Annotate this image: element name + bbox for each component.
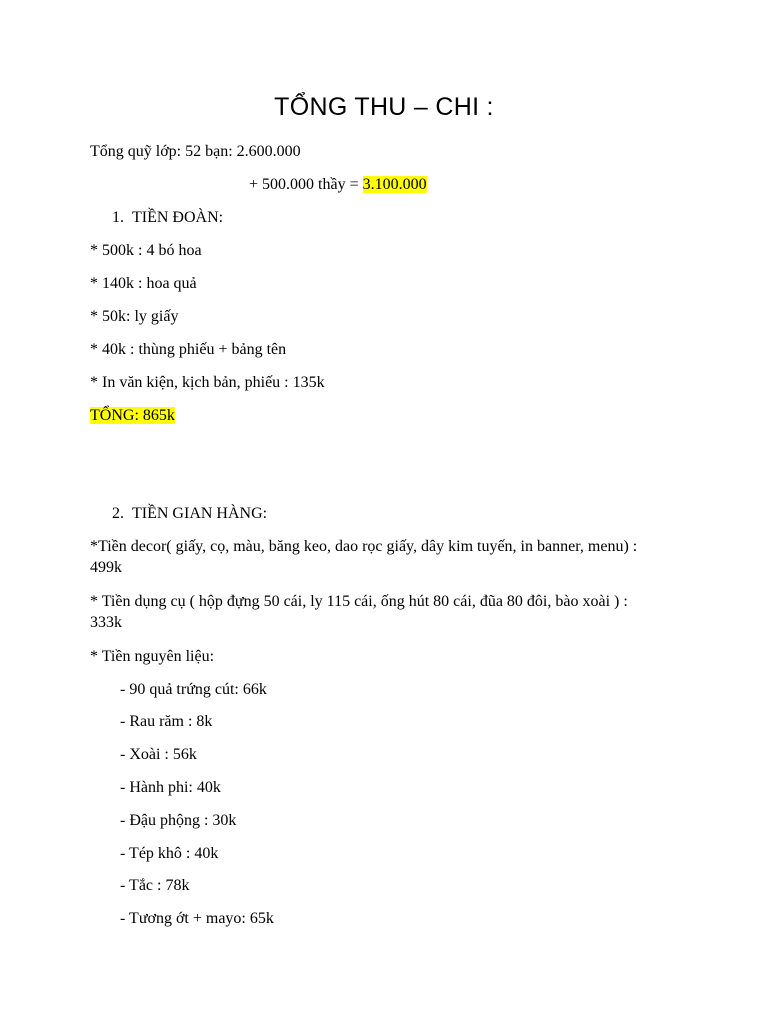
ingredient-item: - Hành phi: 40k (120, 779, 221, 796)
ingredient-item: - Tắc : 78k (120, 877, 190, 894)
section-2-heading (112, 503, 267, 524)
ingredient-item: - Tương ớt + mayo: 65k (120, 910, 274, 927)
section-2-tools: * Tiền dụng cụ ( hộp đựng 50 cái, ly 115 cái, ống hút 80 cái, đũa 80 đôi, bào xoài ) : 333k (90, 593, 628, 631)
section-1-item: * 40k : thùng phiếu + bảng tên (90, 341, 287, 358)
ingredient-item: - Rau răm : 8k (120, 713, 213, 730)
section-2-title: TIỀN GIAN HÀNG: (132, 505, 268, 522)
section-1-total-highlight: TỔNG: 865k (90, 407, 175, 424)
ingredient-item: - Tép khô : 40k (120, 845, 219, 862)
section-2-decor: *Tiền decor( giấy, cọ, màu, băng keo, dao rọc giấy, dây kim tuyến, in banner, menu) : 499k (90, 538, 638, 576)
section-1-item: * 50k: ly giấy (90, 308, 179, 325)
ingredient-item: - Xoài : 56k (120, 746, 197, 763)
section-2-ingredients-heading: * Tiền nguyên liệu: (90, 648, 215, 665)
section-1-heading (112, 207, 223, 228)
section-1-item: * 140k : hoa quả (90, 275, 197, 292)
ingredient-item: - 90 quả trứng cút: 66k (120, 681, 267, 698)
ingredient-item: - Đậu phộng : 30k (120, 812, 237, 829)
fund-line-2-prefix: + 500.000 thầy = (249, 176, 363, 193)
fund-line-1: Tổng quỹ lớp: 52 bạn: 2.600.000 (90, 143, 301, 160)
fund-line-2 (249, 174, 427, 195)
fund-total-highlight: 3.100.000 (362, 176, 427, 193)
section-1-total (90, 405, 175, 426)
section-2-number: 2. (112, 505, 124, 522)
section-1-number: 1. (112, 209, 124, 226)
section-1-item: * 500k : 4 bó hoa (90, 242, 202, 259)
section-1-item: * In văn kiện, kịch bản, phiếu : 135k (90, 374, 325, 391)
section-1-title: TIỀN ĐOÀN: (132, 209, 224, 226)
page-title: TỔNG THU – CHI : (274, 93, 494, 121)
